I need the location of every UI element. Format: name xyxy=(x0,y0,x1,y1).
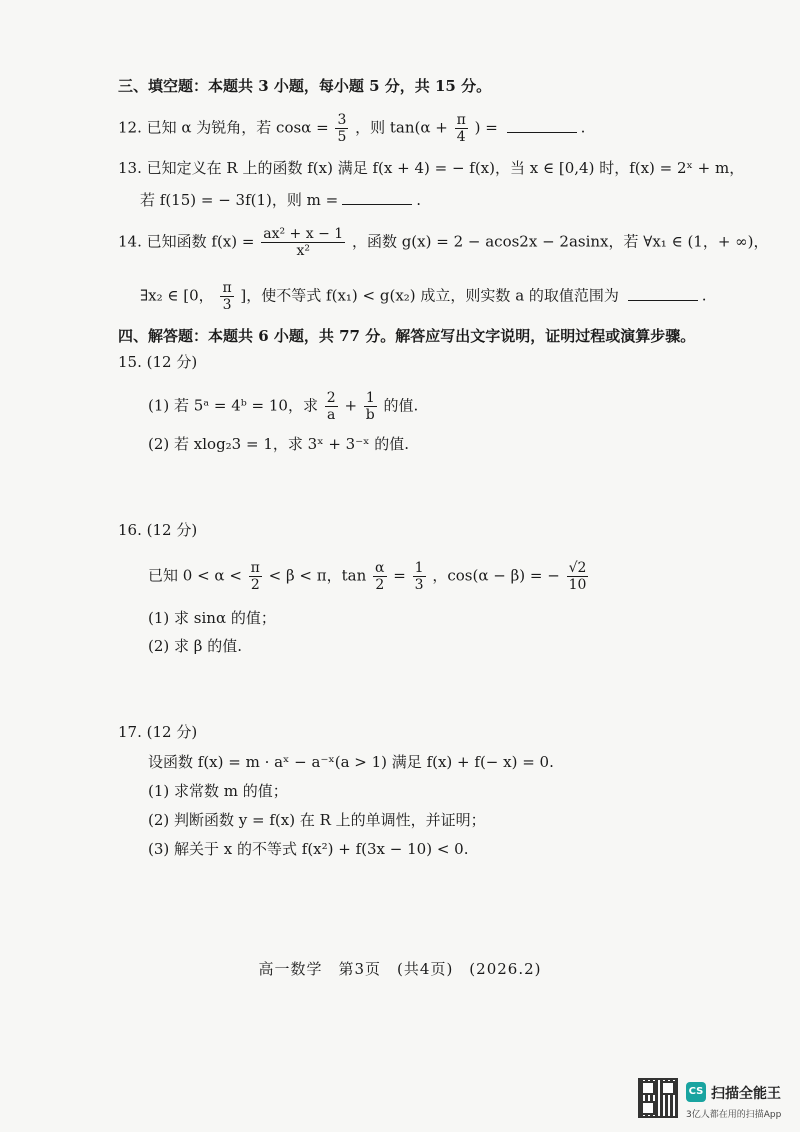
q15-heading: 15. (12 分) xyxy=(118,353,198,371)
question-13-line2: 若 f(15) = − 3f(1)，则 m = . xyxy=(140,191,422,209)
q13-answer-blank[interactable] xyxy=(342,190,412,205)
q14-fraction-2: $\frac{\pi}{3}$ xyxy=(222,280,232,313)
q17-part2: (2) 判断函数 y = f(x) 在 R 上的单调性，并证明； xyxy=(148,811,486,829)
q17-heading: 17. (12 分) xyxy=(118,723,198,741)
qr-code-icon xyxy=(638,1078,678,1118)
q16-part1: (1) 求 sinα 的值； xyxy=(148,609,276,627)
section4-title: 四、解答题：本题共 6 小题，共 77 分。解答应写出文字说明，证明过程或演算步骤。 xyxy=(118,327,696,345)
q15-part2: (2) 若 xlog₂3 = 1，求 3ˣ + 3⁻ˣ 的值. xyxy=(148,435,410,453)
q12-answer-blank[interactable] xyxy=(507,118,577,133)
q12-fraction: $\frac{3}{5}$ xyxy=(337,112,347,145)
q12-lead: 12. 已知 α 为锐角，若 cosα = xyxy=(118,118,329,137)
camscanner-logo-icon: CS xyxy=(686,1082,706,1102)
q12-tail: ) = xyxy=(474,118,498,137)
q17-part3: (3) 解关于 x 的不等式 f(x²) + f(3x − 10) < 0. xyxy=(148,840,469,858)
q15-fraction-a: $\frac{2}{a}$ xyxy=(326,390,336,423)
q14-answer-blank[interactable] xyxy=(628,286,698,301)
question-13-line1: 13. 已知定义在 R 上的函数 f(x) 满足 f(x + 4) = − f(x)，当 x ∈ [0,4) 时，f(x) = 2ˣ + m， xyxy=(118,159,745,177)
q12-fraction-2: $\frac{\pi}{4}$ xyxy=(456,112,466,145)
q17-condition: 设函数 f(x) = m · aˣ − a⁻ˣ(a > 1) 满足 f(x) + f(− x) = 0. xyxy=(148,753,554,771)
question-12: 12. 已知 α 为锐角，若 cosα = $\frac{3}{5}$ ，则 tan(α + $\frac{\pi}{4}$ ) = . xyxy=(118,112,586,145)
question-14-line1: 14. 已知函数 f(x) = $\frac{\text{ax² + x − 1}}{\text{x²}}$ ，函数 g(x) = 2 − acos2x − 2asinx，若 ∀x₁ ∈ (1，+ ∞)， xyxy=(118,226,769,259)
section3-title: 三、填空题：本题共 3 小题，每小题 5 分，共 15 分。 xyxy=(118,77,492,95)
question-14-line2: ∃x₂ ∈ [0， $\frac{\pi}{3}$ ]，使不等式 f(x₁) < g(x₂) 成立，则实数 a 的取值范围为 . xyxy=(140,280,707,313)
camscanner-tagline: 3亿人都在用的扫描App xyxy=(686,1110,782,1120)
q16-heading: 16. (12 分) xyxy=(118,521,198,539)
q15-part1: (1) 若 5ᵃ = 4ᵇ = 10，求 $\frac{2}{a}$ + $\frac{1}{b}$ 的值. xyxy=(148,390,419,423)
q16-part2: (2) 求 β 的值. xyxy=(148,637,242,655)
q12-mid: ，则 tan(α + xyxy=(355,118,448,137)
q17-part1: (1) 求常数 m 的值； xyxy=(148,782,288,800)
q15-fraction-b: $\frac{1}{b}$ xyxy=(365,390,375,423)
camscanner-watermark xyxy=(638,1078,798,1122)
q14-fraction: $\frac{\text{ax² + x − 1}}{\text{x²}}$ xyxy=(263,226,344,259)
camscanner-name: 扫描全能王 xyxy=(711,1086,781,1102)
page-footer: 高一数学 第3页 (共4页) (2026.2) xyxy=(258,960,542,978)
q16-condition: 已知 0 < α < $\frac{\pi}{2}$ < β < π，tan $\frac{\alpha}{2}$ = $\frac{1}{3}$ ，cos(α − β) = − $\frac{√2}{10}$ xyxy=(148,560,587,593)
